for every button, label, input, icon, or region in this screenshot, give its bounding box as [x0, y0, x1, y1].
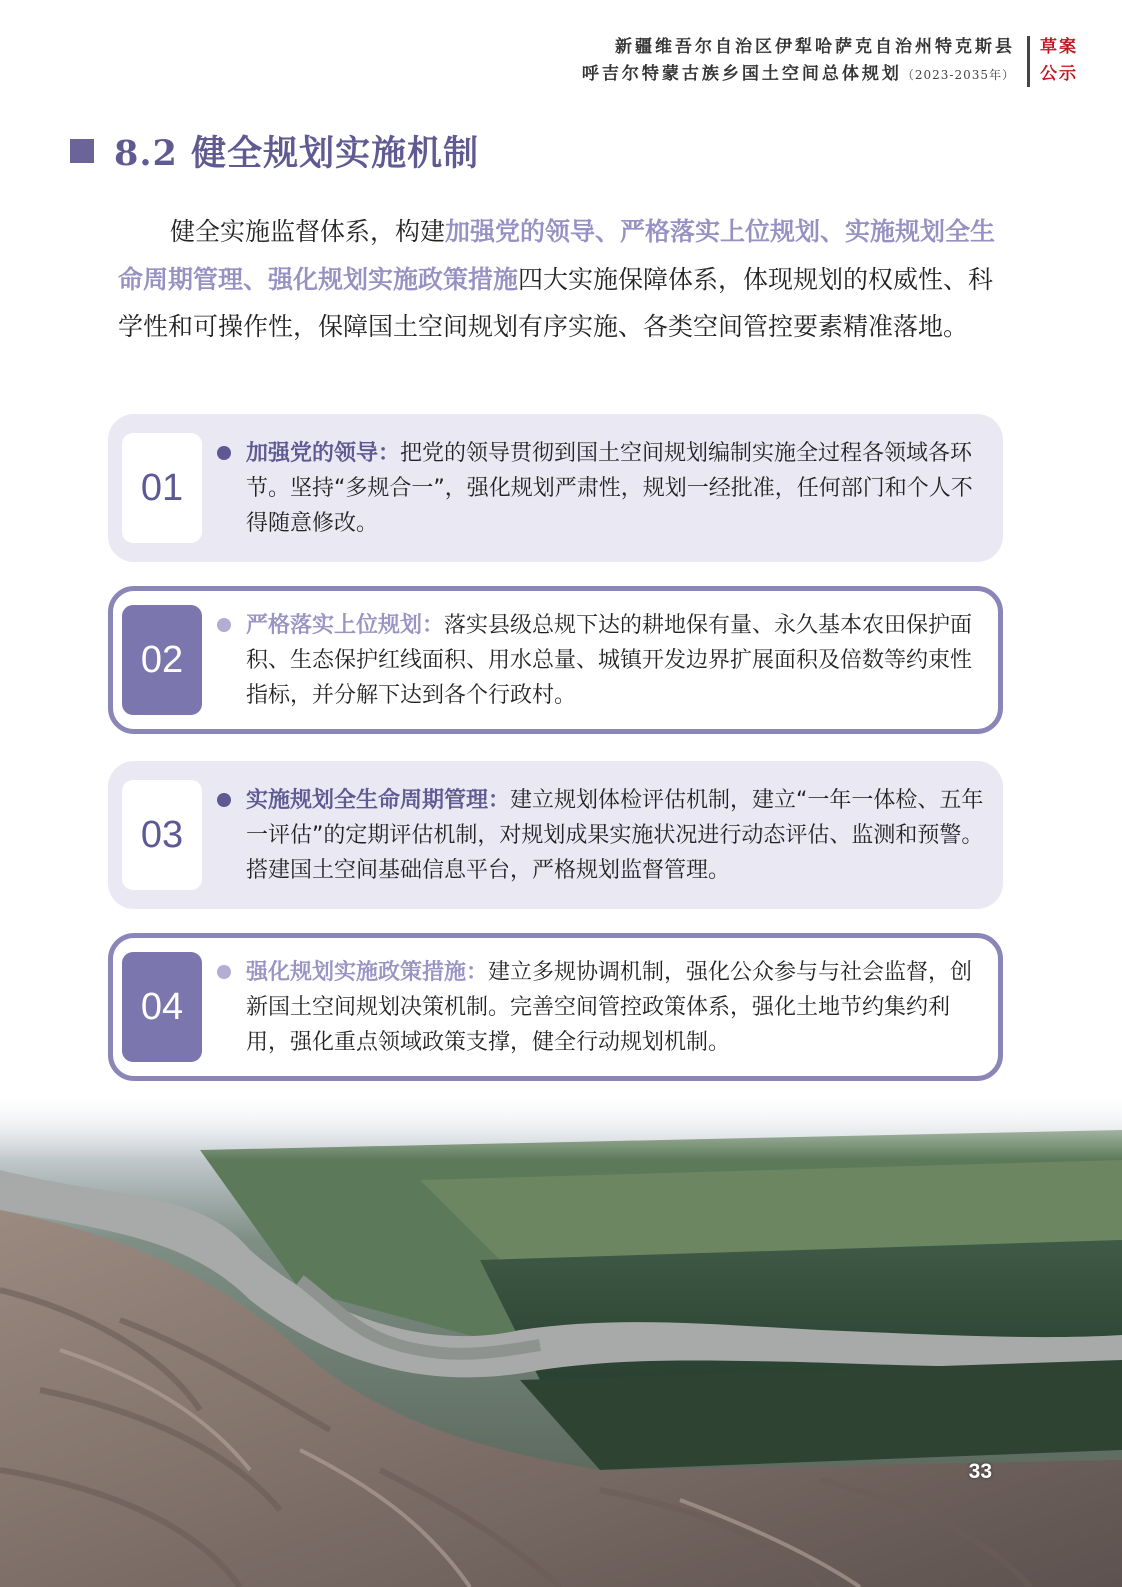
header-years: （2023-2035年）	[901, 68, 1015, 82]
bullet-dot-icon	[217, 446, 231, 460]
card-02	[108, 586, 1003, 734]
header-line-2-text: 呼吉尔特蒙古族乡国土空间总体规划	[581, 64, 902, 84]
card-number: 03	[122, 780, 202, 890]
card-number: 02	[122, 605, 202, 715]
section-title: 8.2 健全规划实施机制	[114, 133, 480, 174]
card-text	[246, 955, 986, 1060]
card-text	[246, 608, 986, 713]
intro-suffix: 四大实施保障体系，体现规划的权威性、科学性和可操作性，保障国土空间规划有序实施、各类空间管控要素精准落地。	[118, 264, 994, 341]
card-body: 落实县级总规下达的耕地保有量、永久基本农田保护面积、生态保护红线面积、用水总量、城镇开发边界扩展面积及倍数等约束性指标，并分解下达到各个行政村。	[246, 613, 973, 708]
card-number: 01	[122, 433, 202, 543]
card-label: 实施规划全生命周期管理：	[246, 788, 511, 813]
card-04	[108, 933, 1003, 1081]
intro-paragraph	[118, 208, 998, 351]
intro-prefix: 健全实施监督体系，构建	[170, 217, 446, 246]
header-line-1: 新疆维吾尔自治区伊犁哈萨克自治州特克斯县	[615, 37, 1015, 57]
stamp-line-1: 草案	[1040, 37, 1078, 57]
card-number: 04	[122, 952, 202, 1062]
card-body: 把党的领导贯彻到国土空间规划编制实施全过程各领域各环节。坚持“多规合一”，强化规划严肃性，规划一经批准，任何部门和个人不得随意修改。	[246, 441, 973, 536]
bullet-dot-icon	[217, 793, 231, 807]
card-text	[246, 436, 986, 541]
stamp-line-2: 公示	[1040, 64, 1078, 84]
bullet-dot-icon	[217, 618, 231, 632]
page-number: 33	[968, 1460, 992, 1483]
card-text	[246, 783, 986, 888]
card-01	[108, 414, 1003, 562]
draft-stamp	[1040, 34, 1078, 89]
card-label: 严格落实上位规划：	[246, 613, 445, 638]
landscape-photo	[0, 1090, 1122, 1587]
card-03	[108, 761, 1003, 909]
bullet-dot-icon	[217, 965, 231, 979]
card-body: 建立多规协调机制，强化公众参与与社会监督，创新国土空间规划决策机制。完善空间管控政策体系，强化土地节约集约利用，强化重点领域政策支撑，健全行动规划机制。	[246, 960, 973, 1055]
page-header	[582, 34, 1078, 89]
heading-square-icon	[70, 139, 94, 163]
section-heading	[70, 126, 479, 176]
card-body: 建立规划体检评估机制，建立“一年一体检、五年一评估”的定期评估机制，对规划成果实施状况进行动态评估、监测和预警。搭建国土空间基础信息平台，严格规划监督管理。	[246, 788, 984, 883]
header-line-2	[582, 61, 1015, 89]
intro-highlight: 加强党的领导、严格落实上位规划、实施规划全生命周期管理、强化规划实施政策措施	[118, 217, 996, 294]
river-valley-illustration	[0, 1090, 1122, 1587]
document-title	[582, 34, 1015, 89]
card-label: 强化规划实施政策措施：	[246, 960, 489, 985]
card-label: 加强党的领导：	[246, 441, 401, 466]
header-divider	[1027, 36, 1030, 87]
